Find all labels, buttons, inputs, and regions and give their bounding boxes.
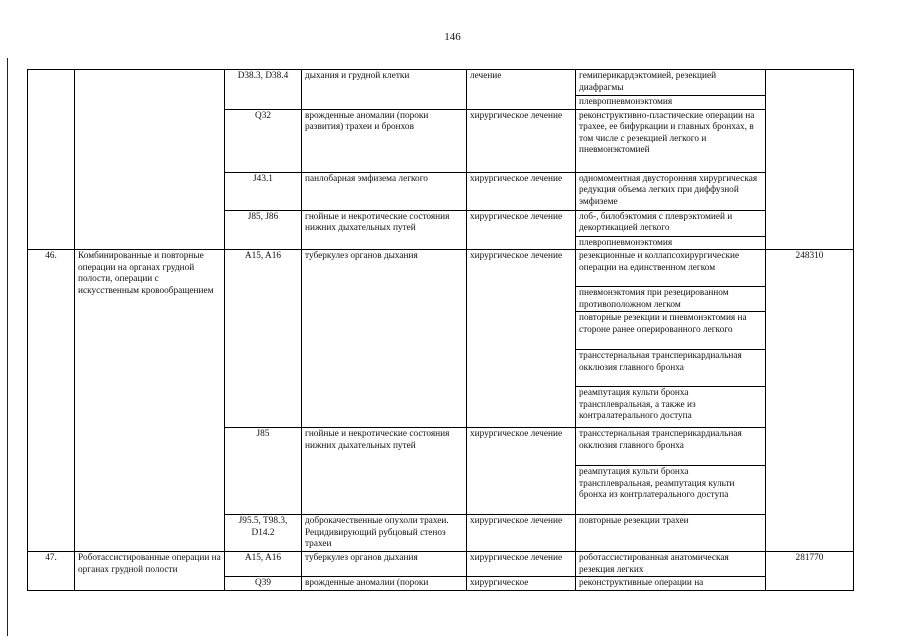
treatment-type: хирургическое xyxy=(467,577,576,591)
treatment-type: лечение xyxy=(467,70,576,110)
treatment-type: хирургическое лечение xyxy=(467,109,576,172)
row-number: 46. xyxy=(28,250,75,552)
icd-code: D38.3, D38.4 xyxy=(225,70,302,110)
methods-cell xyxy=(576,172,766,210)
table-row xyxy=(28,250,854,428)
methods-cell xyxy=(576,210,766,250)
method-item: повторные резекции и пневмонэктомия на стороне ранее оперированного легкого xyxy=(576,312,765,350)
icd-code: Q39 xyxy=(225,577,302,591)
treatment-type: хирургическое лечение xyxy=(467,552,576,577)
icd-code: Q32 xyxy=(225,109,302,172)
price-value: 248310 xyxy=(766,250,854,552)
treatment-type: хирургическое лечение xyxy=(467,515,576,552)
method-item: одномоментная двусторонняя хирургическая редукция объема легких при диффузной эмфиземе xyxy=(579,173,758,207)
icd-code: J85 xyxy=(225,428,302,515)
method-item: плевропневмонэктомия xyxy=(579,97,673,107)
procedure-group-name: Комбинированные и повторные операции на органах грудной полости, операции с искусственным кровообращением xyxy=(75,250,225,552)
methods-cell xyxy=(576,250,766,428)
method-item: резекционные и коллапсохирургические операции на единственном легком xyxy=(576,250,765,287)
row-number: 47. xyxy=(28,552,75,591)
method-item: лоб-, билобэктомия с плеврэктомией и декортикацией легкого xyxy=(576,211,765,237)
method-item: пневмонэктомия при резецированном противоположном легком xyxy=(576,287,765,312)
disease-model: доброкачественные опухоли трахеи. Рецидивирующий рубцовый стеноз трахеи xyxy=(302,515,467,552)
method-item: реконструктивные операции на xyxy=(579,578,704,589)
methods-cell xyxy=(576,70,766,110)
method-item: реампутация культи бронха трансплевральная, а также из контралатерального доступа xyxy=(579,388,696,422)
icd-code: J85, J86 xyxy=(225,210,302,250)
icd-code: A15, A16 xyxy=(225,552,302,577)
methods-cell xyxy=(576,515,766,552)
methods-cell xyxy=(576,428,766,515)
method-item: роботассистированная анатомическая резекция легких xyxy=(579,553,729,575)
table-row xyxy=(28,70,854,110)
method-item: гемиперикардэктомией, резекцией диафрагмы xyxy=(576,70,765,96)
treatment-type: хирургическое лечение xyxy=(467,250,576,428)
disease-model: туберкулез органов дыхания xyxy=(302,552,467,577)
price-cell xyxy=(766,70,854,250)
procedure-group-cell xyxy=(75,70,225,250)
method-item: повторные резекции трахеи xyxy=(579,516,689,527)
method-item: реконструктивно-пластические операции на трахее, ее бифуркации и главных бронхах, в том числе с резекцией легкого и пневмонэктомией xyxy=(579,110,755,156)
disease-model: дыхания и грудной клетки xyxy=(302,70,467,110)
disease-model: врожденные аномалии (пороки развития) трахеи и бронхов xyxy=(302,109,467,172)
method-item: плевропневмонэктомия xyxy=(579,237,673,248)
treatment-type: хирургическое лечение xyxy=(467,428,576,515)
methods-cell xyxy=(576,552,766,577)
methods-cell xyxy=(576,577,766,591)
icd-code: J43.1 xyxy=(225,172,302,210)
table-row xyxy=(28,552,854,577)
method-item: трансстернальная трансперикардиальная окклюзия главного бронха xyxy=(576,350,765,387)
icd-code: A15, A16 xyxy=(225,250,302,428)
method-item: реампутация культи бронха трансплевральная, реампутация культи бронха из контрлатерального доступа xyxy=(579,467,735,501)
disease-model: туберкулез органов дыхания xyxy=(302,250,467,428)
disease-model: врожденные аномалии (пороки xyxy=(302,577,467,591)
disease-model: панлобарная эмфизема легкого xyxy=(302,172,467,210)
row-number-cell xyxy=(28,70,75,250)
treatment-type: хирургическое лечение xyxy=(467,172,576,210)
treatment-type: хирургическое лечение xyxy=(467,210,576,250)
icd-code: J95.5, T98.3, D14.2 xyxy=(225,515,302,552)
page-number: 146 xyxy=(444,31,461,43)
methods-cell xyxy=(576,109,766,172)
price-value: 281770 xyxy=(766,552,854,591)
disease-model: гнойные и некротические состояния нижних дыхательных путей xyxy=(302,210,467,250)
page-edge-line xyxy=(7,58,8,636)
procedure-group-name: Роботассистированные операции на органах грудной полости xyxy=(75,552,225,591)
disease-model: гнойные и некротические состояния нижних дыхательных путей xyxy=(302,428,467,515)
procedures-table xyxy=(27,69,854,591)
method-item: трансстернальная трансперикардиальная окклюзия главного бронха xyxy=(576,428,765,466)
